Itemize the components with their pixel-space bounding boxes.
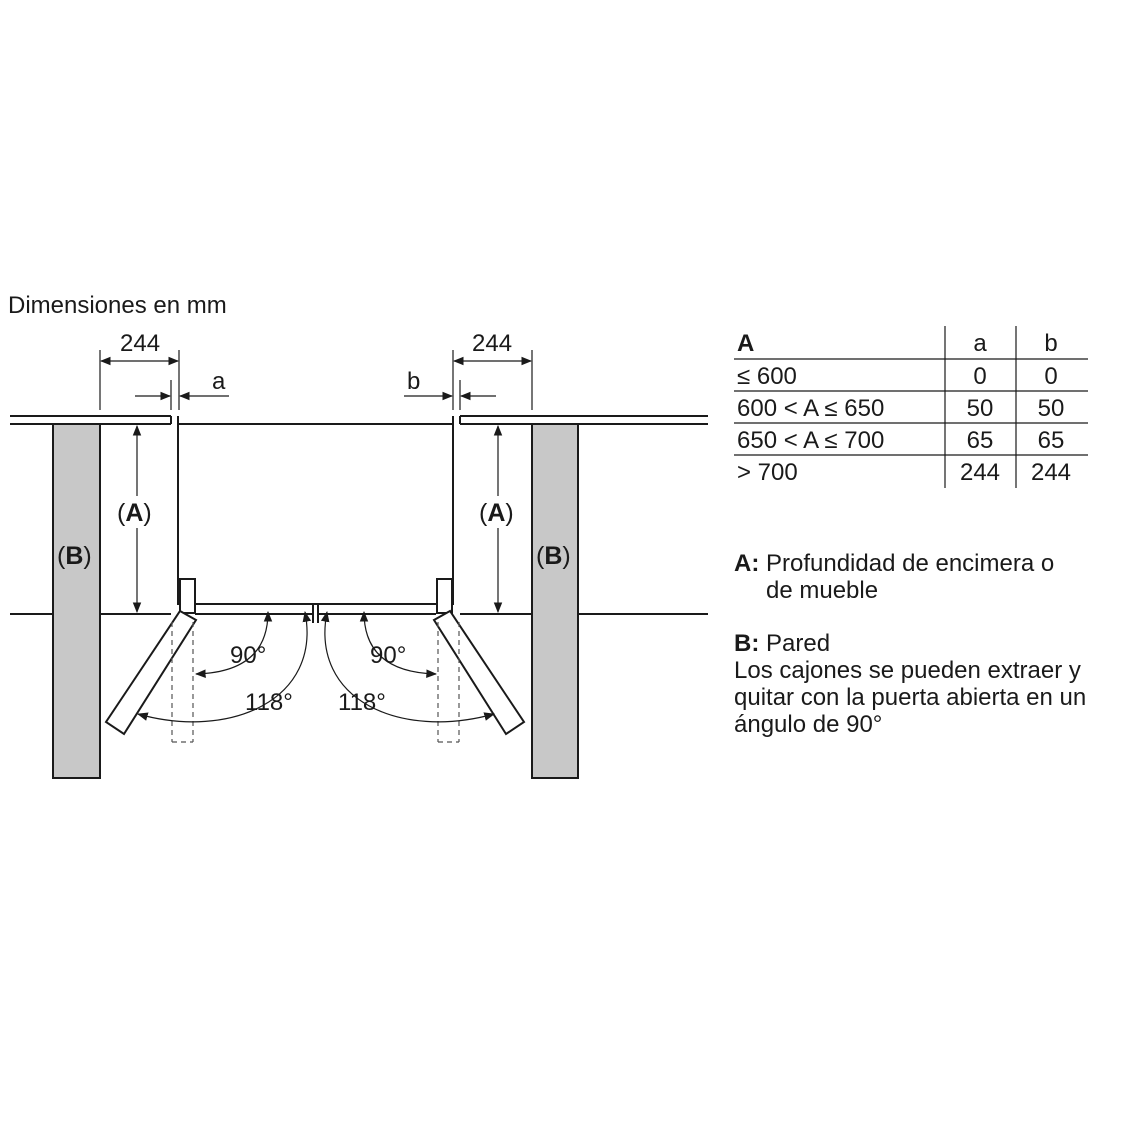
table-cell: 65 (966, 427, 994, 454)
door-right-open (434, 611, 524, 734)
door-90-dashed (172, 622, 459, 742)
svg-text:(B): (B) (57, 542, 92, 570)
legend-a-text: Profundidad de encimera o (766, 550, 1055, 577)
svg-text:(A): (A) (479, 499, 514, 527)
table-cell: 50 (1037, 395, 1065, 422)
right-clearance-label: 244 (472, 330, 513, 357)
table-cell: 650 < A ≤ 700 (737, 427, 885, 454)
table-cell: 244 (1030, 459, 1072, 486)
angle-118-right-label: 118° (338, 689, 386, 716)
wall-left (53, 424, 100, 778)
legend-a-text-2: de mueble (766, 577, 879, 604)
angle-90-left-label: 90° (230, 642, 267, 669)
angle-118-left-label: 118° (245, 689, 293, 716)
svg-text:(B): (B) (536, 542, 571, 570)
table-cell: 50 (966, 395, 994, 422)
table-cell: 244 (959, 459, 1001, 486)
depth-left-label (116, 496, 158, 528)
legend-note-1: Los cajones se pueden extraer y (734, 657, 1081, 684)
legend-b-key: B: (734, 630, 760, 657)
diagram-title: Dimensiones en mm (8, 292, 227, 319)
table-cell: > 700 (737, 459, 798, 486)
clearance-table (734, 326, 1088, 488)
wall-left-label (57, 542, 92, 570)
table-cell: 0 (1044, 363, 1058, 390)
appliance-body (178, 416, 453, 623)
door-left-open (106, 611, 196, 734)
depth-right-label (478, 496, 520, 528)
angle-90-right-label: 90° (370, 642, 407, 669)
table-header-a: a (973, 330, 987, 357)
table-cell: 600 < A ≤ 650 (737, 395, 885, 422)
gap-a-label: a (212, 368, 226, 395)
wall-right-label (536, 542, 571, 570)
wall-right (532, 424, 578, 778)
gap-b-label: b (407, 368, 421, 395)
legend-b-text: Pared (766, 630, 831, 657)
table-header-a-upper: A (737, 330, 755, 357)
left-clearance-label: 244 (120, 330, 161, 357)
legend-note-2: quitar con la puerta abierta en un (734, 684, 1087, 711)
table-cell: ≤ 600 (737, 363, 797, 390)
table-cell: 0 (973, 363, 987, 390)
legend-b (734, 630, 1086, 738)
svg-text:(A): (A) (117, 499, 152, 527)
legend-a-key: A: (734, 550, 760, 577)
legend-note-3: ángulo de 90° (734, 711, 883, 738)
table-header-b: b (1044, 330, 1058, 357)
table-cell: 65 (1037, 427, 1065, 454)
legend-a (734, 550, 1054, 604)
